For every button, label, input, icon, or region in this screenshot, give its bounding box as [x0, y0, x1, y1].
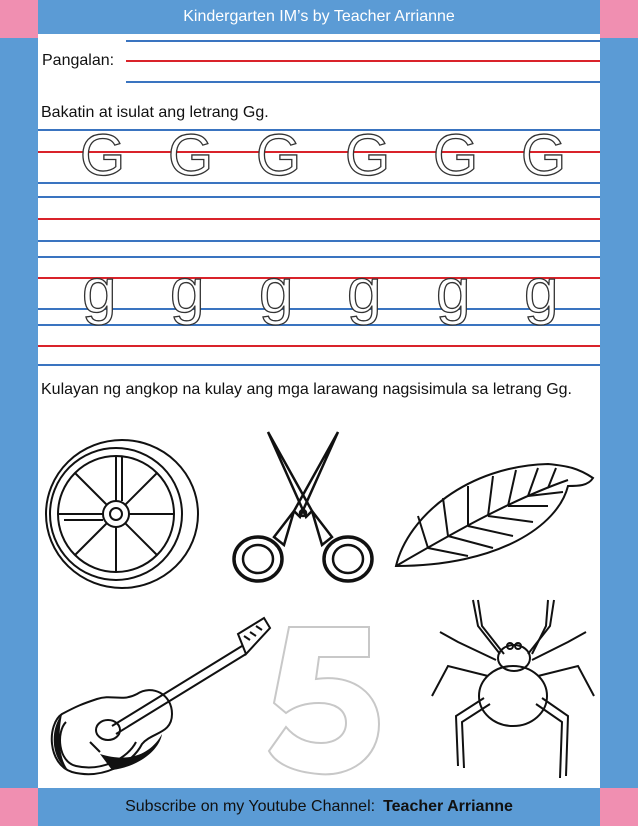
- guide-line: [38, 364, 600, 366]
- trace-letter-G[interactable]: G: [80, 123, 126, 188]
- corner-bottom-right: [600, 788, 638, 826]
- trace-letter-g[interactable]: g: [436, 257, 471, 326]
- name-line-top: [126, 40, 600, 42]
- wheel-icon[interactable]: [42, 434, 202, 594]
- trace-letter-g[interactable]: g: [82, 257, 117, 326]
- trace-letter-G[interactable]: G: [256, 123, 302, 188]
- guide-line: [38, 324, 600, 326]
- trace-letter-g[interactable]: g: [259, 257, 294, 326]
- corner-bottom-left: [0, 788, 38, 826]
- guide-line: [38, 308, 600, 310]
- name-line-bottom: [126, 81, 600, 83]
- trace-letter-G[interactable]: G: [433, 123, 479, 188]
- corner-top-left: [0, 0, 38, 38]
- name-label: Pangalan:: [42, 52, 115, 69]
- leaf-icon[interactable]: [388, 456, 598, 576]
- trace-letter-g[interactable]: g: [347, 257, 382, 326]
- guitar-icon[interactable]: [42, 614, 272, 784]
- trace-letter-G[interactable]: G: [345, 123, 391, 188]
- guide-line: [38, 256, 600, 258]
- number-five-icon[interactable]: [264, 619, 384, 779]
- name-line-mid[interactable]: [126, 60, 600, 62]
- scissors-icon[interactable]: [228, 427, 378, 592]
- header-title: Kindergarten IM’s by Teacher Arrianne: [183, 8, 455, 25]
- footer: [38, 788, 600, 826]
- trace-letter-g[interactable]: g: [170, 257, 205, 326]
- guide-line: [38, 277, 600, 279]
- footer-channel-link[interactable]: Teacher Arrianne: [383, 798, 513, 815]
- guide-line: [38, 240, 600, 242]
- trace-instruction: Bakatin at isulat ang letrang Gg.: [41, 104, 269, 121]
- footer-prefix: Subscribe on my Youtube Channel:: [125, 798, 376, 815]
- color-instruction: Kulayan ng angkop na kulay ang mga larawang nagsisimula sa letrang Gg.: [41, 381, 572, 398]
- corner-top-right: [600, 0, 638, 38]
- trace-letter-G[interactable]: G: [168, 123, 214, 188]
- trace-letter-g[interactable]: g: [524, 257, 559, 326]
- spider-icon[interactable]: [418, 596, 603, 786]
- guide-line: [38, 218, 600, 220]
- trace-letter-G[interactable]: G: [521, 123, 567, 188]
- guide-line: [38, 196, 600, 198]
- worksheet: [38, 34, 600, 788]
- guide-line: [38, 345, 600, 347]
